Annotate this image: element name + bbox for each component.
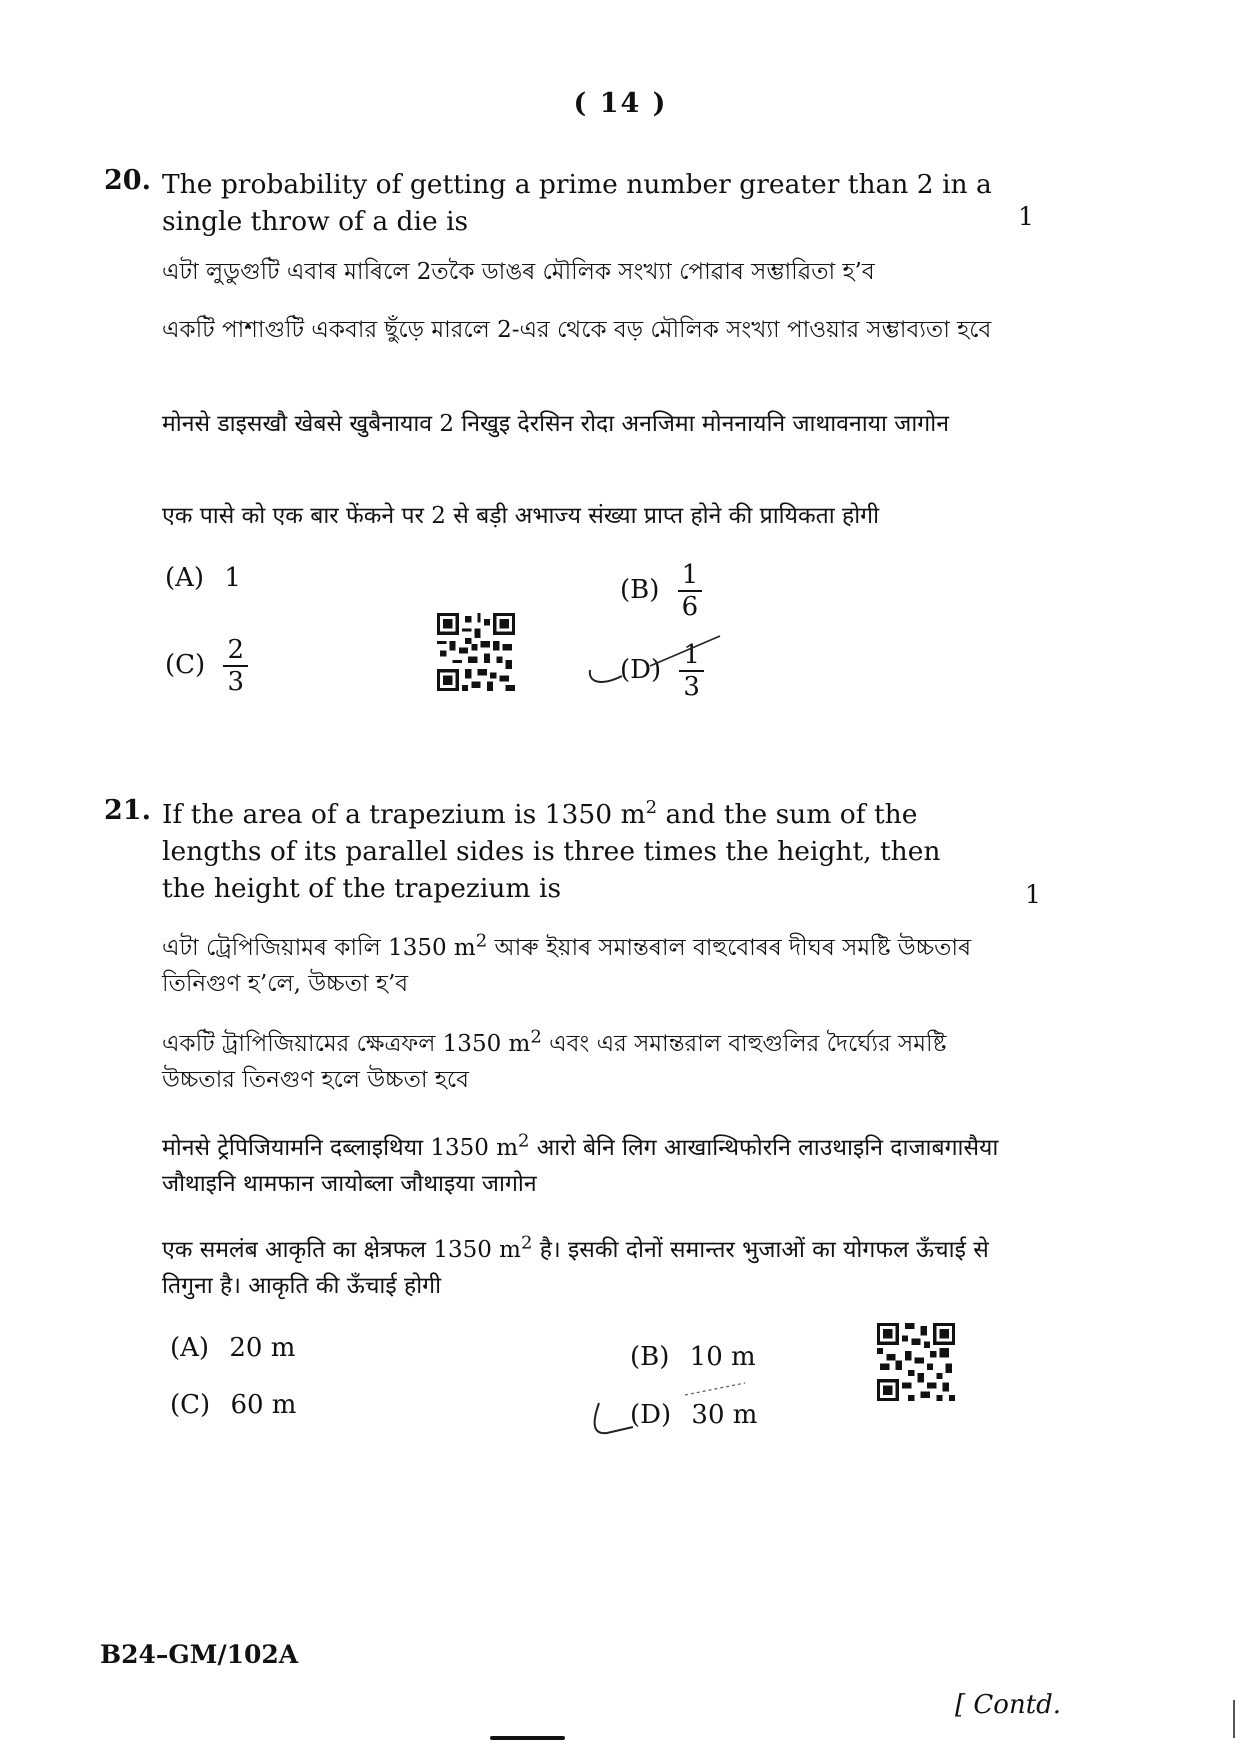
q20-option-a-label: (A) — [165, 563, 205, 593]
question-21-bodo-part2: आरो बेनि लिग आखान्थिफोरनि लाउथाइनि दाजाबगासैया जौथाइनि थामफान जायोब्ला जौथाइया जागोन — [162, 1135, 999, 1197]
q21-option-d-label: (D) — [630, 1400, 672, 1430]
q20-option-c-label: (C) — [165, 650, 206, 680]
q20-handwritten-tick — [580, 628, 730, 688]
q21-option-c — [170, 1390, 296, 1420]
question-20-hindi: एक पासे को एक बार फेंकने पर 2 से बड़ी अभाज्य संख्या प्राप्त होने की प्रायिकता होगी — [162, 503, 880, 529]
q20-option-c — [165, 635, 248, 697]
q21-option-c-label: (C) — [170, 1390, 211, 1420]
question-21-bengali-part2: এবং এর সমান্তরাল বাহুগুলির দৈর্ঘ্যের সমষ্টি উচ্চতার তিনগুণ হলে উচ্চতা হবে — [162, 1031, 947, 1093]
question-20-marks: 1 — [1018, 202, 1034, 231]
q20-option-c-fraction — [223, 635, 248, 697]
q21-option-a-value: 20 m — [229, 1333, 296, 1363]
q21-handwritten-tick — [585, 1375, 758, 1440]
q20-option-b — [620, 560, 702, 622]
question-21-english-sup: 2 — [645, 797, 658, 819]
q20-option-b-numerator: 1 — [681, 560, 699, 590]
question-21-english-part1: If the area of a trapezium is 1350 m — [162, 799, 646, 830]
q20-option-b-label: (B) — [620, 575, 660, 605]
question-20-assamese: এটা লুডুগুটি এবাৰ মাৰিলে 2তকৈ ডাঙৰ মৌলিক সংখ্যা পোৱাৰ সম্ভাৱিতা হ’ব — [162, 259, 875, 285]
question-21-bengali-sup: 2 — [530, 1026, 542, 1048]
bottom-scan-mark — [490, 1736, 565, 1740]
question-21-assamese — [162, 930, 1002, 1002]
q21-option-b-value: 10 m — [689, 1342, 756, 1372]
q21-option-a-label: (A) — [170, 1333, 210, 1363]
q20-option-b-fraction — [678, 560, 703, 622]
q20-option-b-denominator: 6 — [678, 590, 703, 622]
q20-option-d-label: (D) — [620, 655, 662, 685]
q21-option-b — [630, 1342, 756, 1372]
q20-option-c-numerator: 2 — [227, 635, 244, 665]
question-21-english-part2: and the sum of the lengths of its parallel sides is three times the height, then the height of the trapezium is — [162, 799, 941, 904]
question-21-number: 21. — [104, 795, 151, 826]
q20-option-d-numerator: 1 — [683, 640, 700, 670]
q20-option-a — [165, 563, 241, 593]
question-21-bengali-part1: একটি ট্রাপিজিয়ামের ক্ষেত্রফল 1350 m — [162, 1031, 531, 1057]
question-21-bodo-part1: मोनसे ट्रेपिजियामनि दब्लाइथिया 1350 m — [162, 1135, 519, 1161]
qr-code-icon — [437, 613, 515, 691]
question-21-hindi-sup: 2 — [521, 1232, 533, 1254]
q20-option-d-denominator: 3 — [679, 670, 704, 702]
question-21-bengali — [162, 1026, 1002, 1098]
q21-option-b-label: (B) — [630, 1342, 670, 1372]
question-21-hindi — [162, 1232, 1002, 1304]
question-21-bodo — [162, 1130, 1002, 1202]
question-21-english — [162, 796, 992, 907]
question-21-hindi-part2: है। इसकी दोनों समान्तर भुजाओं का योगफल ऊँचाई से तिगुना है। आकृति की ऊँचाई होगी — [162, 1237, 989, 1299]
right-edge-scan-line — [1233, 1700, 1235, 1738]
q21-option-d-value: 30 m — [691, 1400, 758, 1430]
paper-code: B24–GM/102A — [100, 1640, 299, 1669]
question-20-bodo: मोनसे डाइसखौ खेबसे खुबैनायाव 2 निखुइ देरसिन रोदा अनजिमा मोननायनि जाथावनाया जागोन — [162, 411, 949, 437]
page-number: ( 14 ) — [573, 88, 668, 119]
question-20-english: The probability of getting a prime number greater than 2 in a single throw of a die is — [162, 169, 992, 237]
qr-code-icon-2 — [877, 1323, 955, 1401]
q21-option-a — [170, 1333, 295, 1363]
question-21-assamese-part2: আৰু ইয়াৰ সমান্তৰাল বাহুবোৰৰ দীঘৰ সমষ্টি উচ্চতাৰ তিনিগুণ হ’লে, উচ্চতা হ’ব — [162, 935, 972, 997]
question-20-bengali: একটি পাশাগুটি একবার ছুঁড়ে মারলে 2-এর থেকে বড় মৌলিক সংখ্যা পাওয়ার সম্ভাব্যতা হবে — [162, 317, 992, 343]
q20-option-c-denominator: 3 — [223, 665, 248, 697]
question-21-hindi-part1: एक समलंब आकृति का क्षेत्रफल 1350 m — [162, 1237, 521, 1263]
continued-label: [ Contd. — [955, 1690, 1062, 1720]
q21-option-c-value: 60 m — [230, 1390, 297, 1420]
question-21-bodo-sup: 2 — [518, 1130, 530, 1152]
question-21-assamese-part1: এটা ট্ৰেপিজিয়ামৰ কালি 1350 m — [162, 935, 476, 961]
question-20-number: 20. — [104, 165, 151, 196]
question-21-assamese-sup: 2 — [475, 930, 488, 952]
question-21-marks: 1 — [1025, 880, 1041, 909]
q20-option-a-value: 1 — [224, 563, 241, 593]
